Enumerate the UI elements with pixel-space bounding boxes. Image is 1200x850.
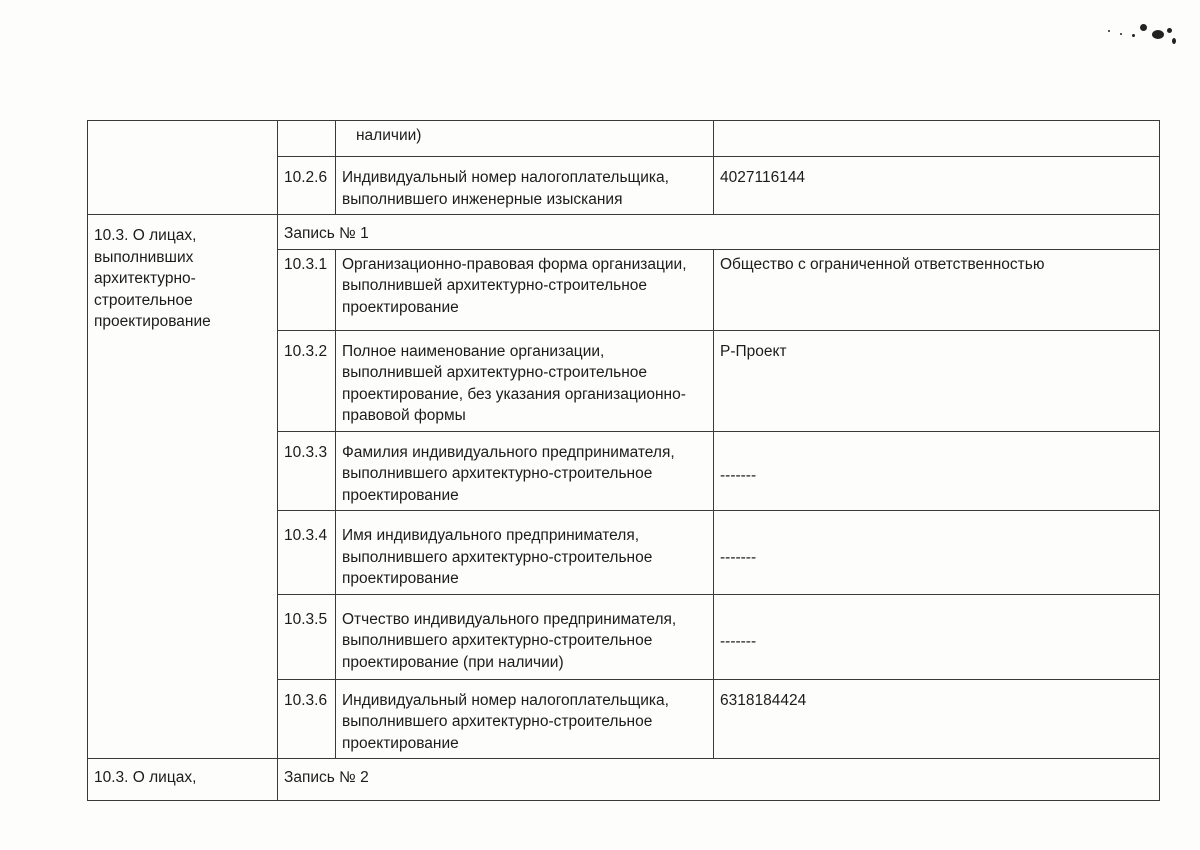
- row-description: Имя индивидуального предпринимателя, выполнившего архитектурно-строительное проектирование: [336, 511, 714, 595]
- row-value: 6318184424: [714, 679, 1160, 759]
- table-row: [88, 759, 1160, 801]
- row-value: -------: [714, 511, 1160, 595]
- row-description: наличии): [336, 121, 714, 157]
- row-number: 10.3.2: [278, 330, 336, 431]
- table-row: [88, 215, 1160, 250]
- document-table: [87, 120, 1160, 801]
- row-number: 10.3.6: [278, 679, 336, 759]
- row-description: Индивидуальный номер налогоплательщика, выполнившего инженерные изыскания: [336, 157, 714, 215]
- record-label: Запись № 1: [278, 215, 1160, 250]
- row-number: 10.3.4: [278, 511, 336, 595]
- row-number: 10.2.6: [278, 157, 336, 215]
- row-description: Полное наименование организации, выполнившей архитектурно-строительное проектирование, без указания организационно-правовой формы: [336, 330, 714, 431]
- row-value: 4027116144: [714, 157, 1160, 215]
- row-number: 10.3.1: [278, 249, 336, 330]
- row-number: [278, 121, 336, 157]
- table-row: [88, 121, 1160, 157]
- row-description: Отчество индивидуального предпринимателя, выполнившего архитектурно-строительное проектирование (при наличии): [336, 594, 714, 679]
- row-description: Фамилия индивидуального предпринимателя, выполнившего архитектурно-строительное проектирование: [336, 431, 714, 511]
- row-value: Общество с ограниченной ответственностью: [714, 249, 1160, 330]
- row-value: [714, 121, 1160, 157]
- section-title-cell: [88, 121, 278, 215]
- row-description: Индивидуальный номер налогоплательщика, выполнившего архитектурно-строительное проектирование: [336, 679, 714, 759]
- row-description: Организационно-правовая форма организации, выполнившей архитектурно-строительное проектирование: [336, 249, 714, 330]
- row-value: -------: [714, 594, 1160, 679]
- row-value: Р-Проект: [714, 330, 1160, 431]
- record-label: Запись № 2: [278, 759, 1160, 801]
- row-number: 10.3.3: [278, 431, 336, 511]
- section-title: 10.3. О лицах,: [88, 759, 278, 801]
- row-value: -------: [714, 431, 1160, 511]
- section-title: 10.3. О лицах, выполнивших архитектурно-строительное проектирование: [88, 215, 278, 759]
- row-number: 10.3.5: [278, 594, 336, 679]
